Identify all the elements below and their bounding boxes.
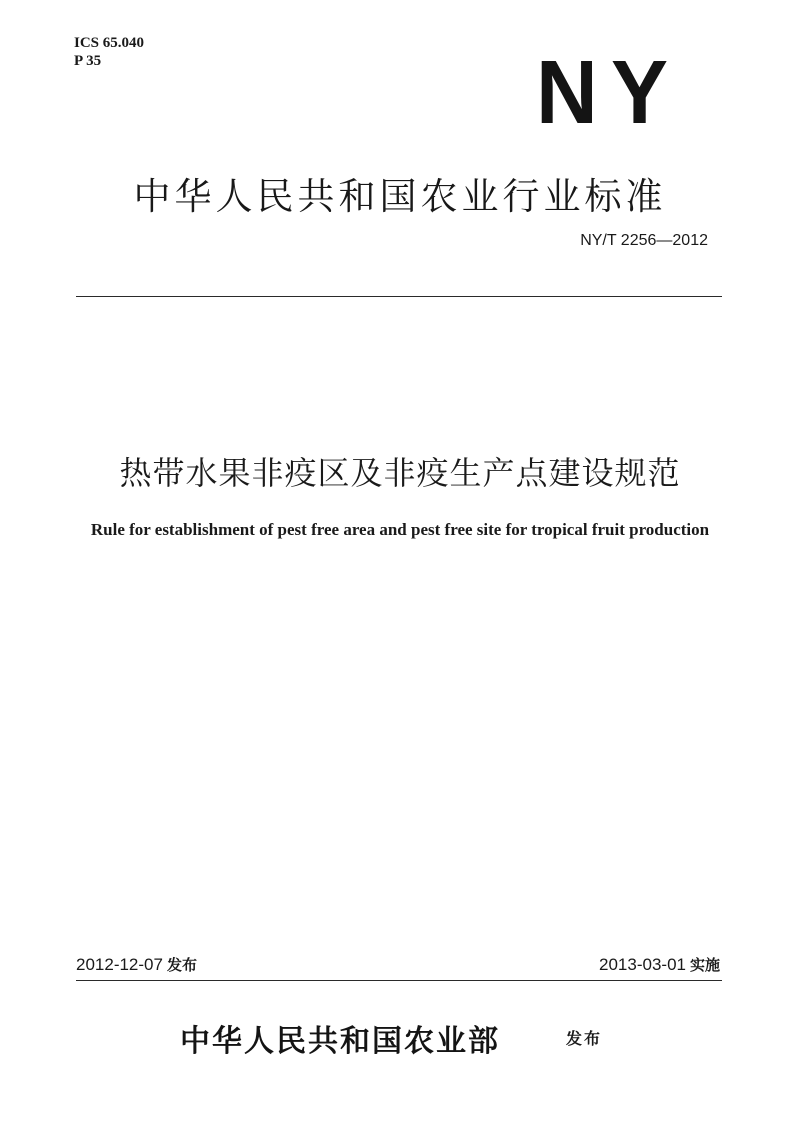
bottom-divider — [76, 980, 722, 981]
ics-code: ICS 65.040 — [74, 35, 145, 51]
category-title: 中华人民共和国农业行业标准 — [133, 175, 667, 218]
title-english: Rule for establishment of pest free area and pest free site for tropical fruit production — [90, 520, 710, 539]
implement-date: 2013-03-01 — [599, 955, 686, 974]
issuer-name: 中华人民共和国农业部 — [180, 1024, 500, 1059]
issue-label: 发布 — [166, 956, 197, 974]
issuer-label: 发布 — [566, 1029, 603, 1048]
classification-code: P 35 — [74, 53, 102, 69]
implement-label: 实施 — [689, 956, 720, 974]
ics-block — [74, 34, 144, 70]
ny-logo: NY — [536, 43, 682, 143]
top-divider — [76, 296, 722, 297]
issue-date: 2012-12-07 — [76, 955, 163, 974]
standard-code: NY/T 2256—2012 — [580, 232, 708, 249]
implement-date-block — [599, 954, 720, 975]
issue-date-block — [76, 954, 197, 975]
title-chinese: 热带水果非疫区及非疫生产点建设规范 — [119, 454, 681, 492]
